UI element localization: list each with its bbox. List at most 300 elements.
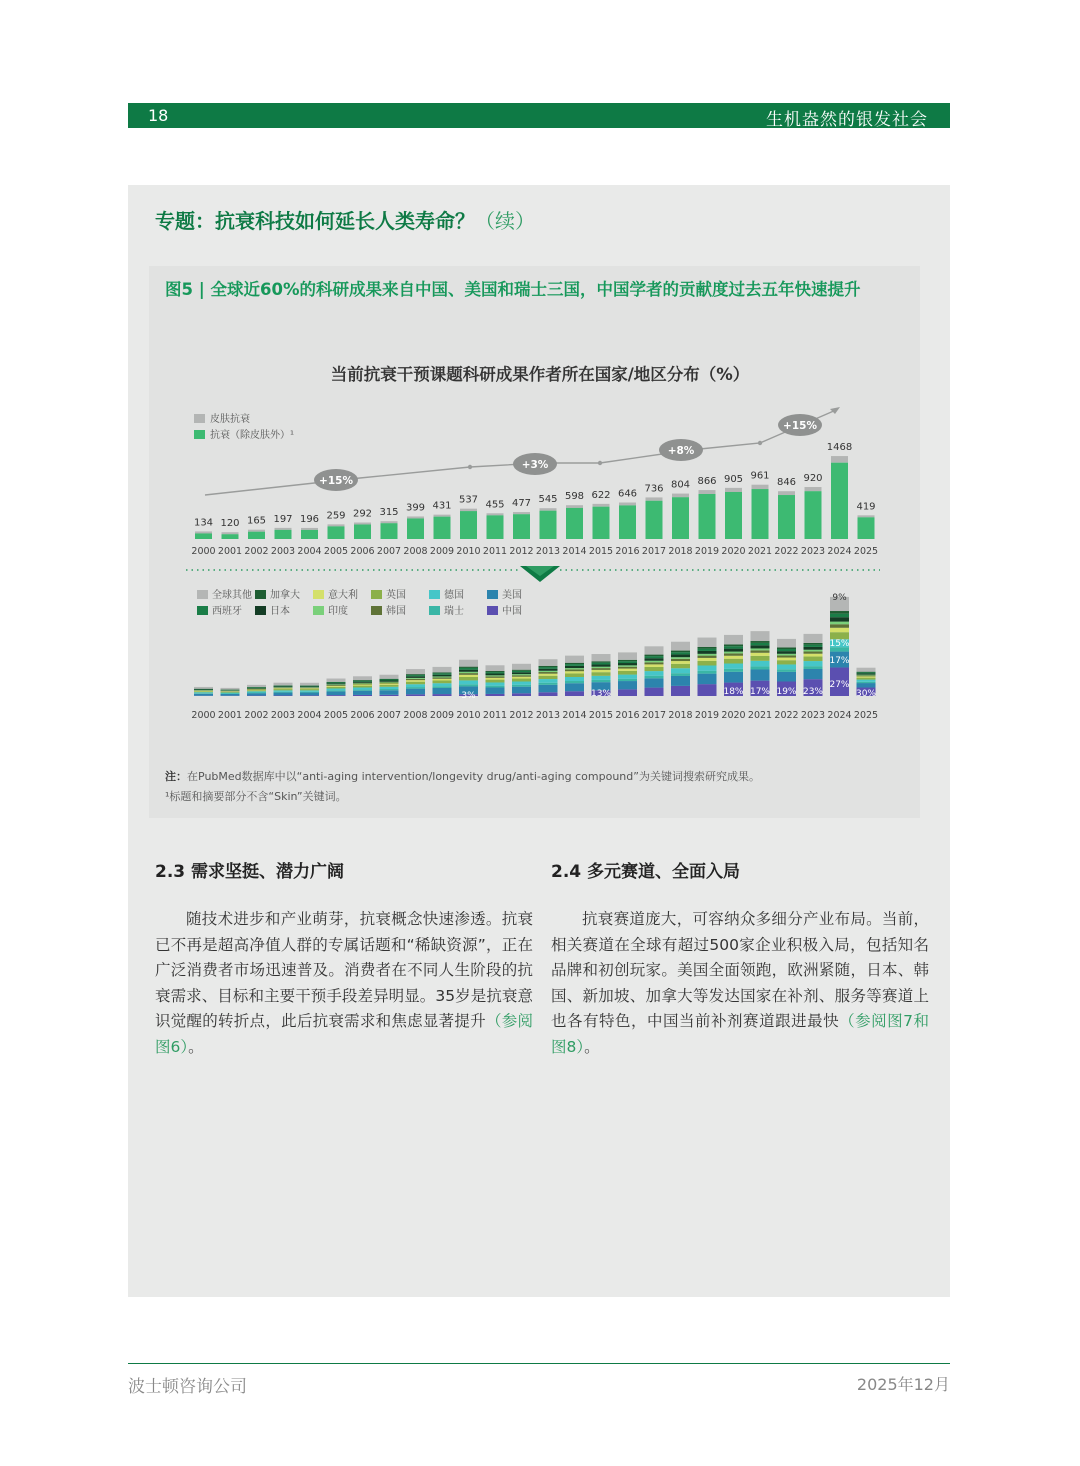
stack-segment <box>433 676 452 677</box>
stack-segment <box>353 684 372 685</box>
stack-segment <box>857 678 876 680</box>
stack-segment <box>486 672 505 673</box>
stack-segment <box>380 689 399 690</box>
x-tick-label: 2001 <box>217 546 243 557</box>
bar-value-label: 134 <box>193 517 214 529</box>
bar-skin-segment <box>619 503 636 506</box>
x-tick-label: 2010 <box>456 710 481 721</box>
stack-segment <box>565 664 584 666</box>
stack-segment <box>353 687 372 689</box>
stack-segment <box>486 665 505 671</box>
stack-segment <box>274 683 293 686</box>
share-annotation: 19% <box>776 687 797 697</box>
stack-segment <box>433 677 452 678</box>
section-ref-link[interactable]: （参阅图7和图8） <box>551 1012 929 1056</box>
stack-segment <box>777 655 796 657</box>
stack-segment <box>539 667 558 669</box>
legend-swatch <box>429 590 440 599</box>
stack-segment <box>618 652 637 659</box>
stack-segment <box>274 686 293 687</box>
section-text: 随技术进步和产业萌芽，抗衰概念快速渗透。抗衰已不再是超高净值人群的专属话题和“稀缺资源”，正在广泛消费者市场迅速普及。消费者在不同人生阶段的抗衰需求、目标和主要干预手段差异明显。35岁是抗衰意识觉醒的转折点，此后抗衰需求和焦虑显著提升 <box>155 910 533 1031</box>
stack-segment <box>539 671 558 672</box>
bar-skin-segment <box>593 504 610 507</box>
stack-segment <box>406 694 425 696</box>
stack-segment <box>433 694 452 696</box>
special-title-text: 专题：抗衰科技如何延长人类寿命？ <box>155 209 475 233</box>
stack-segment <box>804 669 823 679</box>
footer-divider <box>128 1363 950 1364</box>
stack-segment <box>698 658 717 661</box>
stack-segment <box>671 652 690 654</box>
x-tick-label: 2005 <box>323 546 349 557</box>
bar-skin-segment <box>672 494 689 498</box>
stack-segment <box>698 649 717 651</box>
stack-segment <box>459 667 478 668</box>
stack-segment <box>194 687 213 689</box>
bar-value-label: 646 <box>617 488 638 500</box>
stack-segment <box>565 656 584 663</box>
stack-segment <box>486 680 505 683</box>
figure-title: 图5 | 全球近60%的科研成果来自中国、美国和瑞士三国，中国学者的贡献度过去五年快速提升 <box>165 280 861 299</box>
x-tick-label: 2017 <box>641 546 667 557</box>
stack-segment <box>194 694 213 696</box>
stack-segment <box>327 685 346 686</box>
stack-segment <box>830 614 849 618</box>
x-tick-label: 2019 <box>694 546 720 557</box>
bar-skin-segment <box>434 515 451 517</box>
x-tick-label: 2008 <box>403 546 428 557</box>
bar-antiaging-segment <box>460 511 477 539</box>
stack-segment <box>777 672 796 682</box>
stack-segment <box>751 643 770 645</box>
stack-segment <box>539 672 558 674</box>
x-tick-label: 2002 <box>244 546 269 557</box>
bar-value-label: 477 <box>511 498 532 510</box>
stack-segment <box>857 675 876 676</box>
legend-label: 英国 <box>386 590 406 601</box>
stack-segment <box>247 689 266 690</box>
stack-segment <box>804 634 823 643</box>
x-tick-label: 2021 <box>747 546 773 557</box>
bar-value-label: 598 <box>564 491 585 503</box>
stack-segment <box>274 693 293 696</box>
stack-segment <box>459 668 478 670</box>
stack-segment <box>539 674 558 676</box>
stack-segment <box>353 681 372 682</box>
bar-antiaging-segment <box>195 533 212 539</box>
stack-segment <box>645 646 664 654</box>
stack-segment <box>274 689 293 690</box>
stack-segment <box>857 672 876 673</box>
trend-arrow <box>830 407 840 414</box>
legend-swatch <box>487 590 498 599</box>
stack-segment <box>724 649 743 652</box>
trend-dot <box>758 441 762 445</box>
stack-segment <box>618 681 637 689</box>
bar-antiaging-segment <box>566 508 583 539</box>
x-tick-label: 2008 <box>403 710 428 721</box>
bar-value-label: 120 <box>220 518 240 530</box>
bar-skin-segment <box>248 530 265 532</box>
x-tick-label: 2006 <box>350 546 375 557</box>
stack-segment <box>221 692 240 693</box>
stack-segment <box>247 688 266 689</box>
stack-segment <box>698 651 717 654</box>
x-tick-label: 2013 <box>535 546 561 557</box>
x-tick-label: 2013 <box>535 710 561 721</box>
stack-segment <box>698 674 717 684</box>
legend-swatch <box>197 590 208 599</box>
stack-segment <box>512 670 531 671</box>
stack-segment <box>247 691 266 692</box>
x-tick-label: 2020 <box>721 546 746 557</box>
x-tick-label: 2006 <box>350 710 375 721</box>
stack-segment <box>618 661 637 663</box>
legend-label: 日本 <box>270 606 290 617</box>
stack-segment <box>724 635 743 645</box>
stack-segment <box>698 654 717 656</box>
stack-segment <box>433 667 452 672</box>
bar-value-label: 455 <box>485 499 505 511</box>
legend-swatch <box>255 590 266 599</box>
stack-segment <box>433 673 452 674</box>
legend-label: 中国 <box>502 606 522 617</box>
stack-segment <box>724 664 743 669</box>
stack-segment <box>751 666 770 669</box>
stack-segment <box>698 684 717 696</box>
stack-segment <box>645 658 664 661</box>
stack-segment <box>512 687 531 694</box>
stack-segment <box>300 686 319 687</box>
stack-segment <box>777 658 796 661</box>
x-tick-label: 2004 <box>297 710 322 721</box>
stack-segment <box>300 692 319 693</box>
stack-segment <box>565 663 584 664</box>
stack-segment <box>592 668 611 670</box>
bar-antiaging-segment <box>858 517 875 539</box>
stack-segment <box>751 631 770 641</box>
stack-segment <box>565 683 584 691</box>
bar-skin-segment <box>752 485 769 489</box>
bar-antiaging-segment <box>593 507 610 539</box>
stack-segment <box>194 691 213 692</box>
stack-segment <box>353 676 372 680</box>
stack-segment <box>724 646 743 648</box>
stack-segment <box>459 677 478 680</box>
share-annotation: 17% <box>829 656 850 666</box>
stack-segment <box>671 664 690 668</box>
stack-segment <box>565 669 584 671</box>
stack-segment <box>247 690 266 691</box>
stack-segment <box>777 651 796 654</box>
bar-value-label: 1468 <box>826 442 853 454</box>
stack-segment <box>751 648 770 650</box>
stack-segment <box>751 669 770 680</box>
x-tick-label: 2022 <box>774 710 799 721</box>
stack-segment <box>830 622 849 625</box>
stack-segment <box>380 685 399 687</box>
stack-segment <box>618 671 637 675</box>
x-tick-label: 2007 <box>376 546 402 557</box>
stack-segment <box>459 684 478 686</box>
footnote: ¹标题和摘要部分不含“Skin”关键词。 <box>165 790 347 803</box>
stack-segment <box>406 678 425 679</box>
stack-segment <box>433 672 452 673</box>
bar-antiaging-segment <box>354 525 371 539</box>
bar-value-label: 197 <box>273 513 293 525</box>
stack-segment <box>830 617 849 621</box>
section-ref-link[interactable]: （参阅图6） <box>155 1012 533 1056</box>
legend-swatch <box>194 414 205 423</box>
stack-segment <box>671 668 690 673</box>
stack-segment <box>486 671 505 672</box>
stack-segment <box>353 680 372 681</box>
header-title: 生机盎然的银发社会 <box>766 110 928 130</box>
stack-segment <box>353 684 372 685</box>
stack-segment <box>618 663 637 665</box>
stack-segment <box>380 679 399 680</box>
stack-segment <box>565 668 584 669</box>
stack-segment <box>539 676 558 679</box>
section-title-2-4: 2.4 多元赛道、全面入局 <box>551 862 741 882</box>
stack-segment <box>857 668 876 672</box>
stack-segment <box>512 681 531 684</box>
legend-label: 加拿大 <box>270 590 300 601</box>
stack-segment <box>380 687 399 689</box>
stack-segment <box>512 693 531 696</box>
stack-segment <box>247 692 266 693</box>
stack-segment <box>565 691 584 696</box>
stack-segment <box>618 675 637 679</box>
note-text: 在PubMed数据库中以“anti-aging intervention/longevity drug/anti-aging compound”为关键词搜索研究成果。 <box>187 770 760 783</box>
stack-segment <box>406 674 425 675</box>
bar-antiaging-segment <box>381 523 398 539</box>
stack-segment <box>804 645 823 647</box>
x-tick-label: 2018 <box>668 710 693 721</box>
stack-segment <box>486 674 505 676</box>
legend-swatch <box>194 430 205 439</box>
stack-segment <box>698 638 717 647</box>
legend-swatch <box>429 606 440 615</box>
bar-skin-segment <box>831 456 848 463</box>
stack-segment <box>512 672 531 674</box>
share-annotation: 13% <box>590 689 612 699</box>
x-tick-label: 2011 <box>482 546 508 557</box>
x-tick-label: 2020 <box>721 710 746 721</box>
stack-segment <box>512 685 531 687</box>
stack-segment <box>300 686 319 687</box>
stack-segment <box>698 647 717 649</box>
stack-segment <box>724 672 743 683</box>
bar-skin-segment <box>222 532 239 534</box>
stack-segment <box>804 650 823 652</box>
bar-antiaging-segment <box>672 497 689 539</box>
bar-skin-segment <box>460 509 477 511</box>
stack-segment <box>194 689 213 690</box>
stack-segment <box>300 690 319 691</box>
legend-swatch <box>313 590 324 599</box>
bar-skin-segment <box>407 516 424 518</box>
bar-antiaging-segment <box>328 526 345 539</box>
bar-antiaging-segment <box>407 518 424 539</box>
stack-segment <box>221 693 240 694</box>
note-label: 注： <box>165 770 187 783</box>
x-tick-label: 2015 <box>588 546 614 557</box>
stack-segment <box>830 628 849 632</box>
stack-segment <box>433 679 452 681</box>
bar-value-label: 292 <box>352 508 373 520</box>
x-tick-label: 2014 <box>562 710 587 721</box>
stack-segment <box>380 684 399 685</box>
stack-segment <box>539 679 558 683</box>
stack-segment <box>618 665 637 666</box>
bar-antiaging-segment <box>752 489 769 539</box>
stack-segment <box>857 673 876 674</box>
stack-segment <box>459 672 478 673</box>
stack-segment <box>274 690 293 691</box>
x-tick-label: 2009 <box>429 546 455 557</box>
stack-segment <box>406 669 425 674</box>
stack-segment <box>327 687 346 689</box>
stack-segment <box>645 671 664 676</box>
bar-skin-segment <box>301 528 318 530</box>
stack-segment <box>618 667 637 669</box>
bar-antiaging-segment <box>487 515 504 539</box>
stack-segment <box>406 676 425 678</box>
x-tick-label: 2022 <box>774 546 799 557</box>
stack-segment <box>671 654 690 657</box>
stack-segment <box>724 659 743 664</box>
stack-segment <box>618 679 637 681</box>
x-tick-label: 2005 <box>323 710 349 721</box>
x-tick-label: 2010 <box>456 546 481 557</box>
x-tick-label: 2018 <box>668 546 693 557</box>
stack-segment <box>565 666 584 668</box>
stack-segment <box>698 656 717 658</box>
bar-value-label: 431 <box>432 500 452 512</box>
stack-segment <box>433 683 452 686</box>
stack-segment <box>247 685 266 687</box>
bar-antiaging-segment <box>301 530 318 539</box>
stack-segment <box>300 695 319 696</box>
stack-segment <box>274 695 293 696</box>
x-tick-label: 2003 <box>270 710 296 721</box>
bar-antiaging-segment <box>778 495 795 539</box>
stack-segment <box>671 661 690 664</box>
stack-segment <box>857 676 876 677</box>
bar-antiaging-segment <box>619 505 636 539</box>
stack-segment <box>327 695 346 696</box>
stack-segment <box>433 688 452 694</box>
stack-segment <box>645 656 664 658</box>
growth-label: +3% <box>521 459 549 471</box>
stack-segment <box>804 654 823 657</box>
page-number: 18 <box>148 106 169 125</box>
stack-segment <box>857 675 876 676</box>
x-tick-label: 2025 <box>853 546 879 557</box>
bar-skin-segment <box>328 524 345 526</box>
footer-company: 波士顿咨询公司 <box>128 1377 247 1397</box>
stack-segment <box>512 674 531 675</box>
bar-antiaging-segment <box>434 517 451 539</box>
bar-skin-segment <box>487 513 504 515</box>
section-title-2-3: 2.3 需求坚挺、潜力广阔 <box>155 862 345 882</box>
figure-note <box>165 767 905 807</box>
x-tick-label: 2024 <box>827 710 852 721</box>
bar-antiaging-segment <box>725 492 742 539</box>
stack-segment <box>459 673 478 675</box>
bar-value-label: 419 <box>856 501 876 513</box>
stack-segment <box>380 680 399 681</box>
stack-segment <box>592 680 611 682</box>
stack-segment <box>592 672 611 676</box>
stack-segment <box>539 659 558 666</box>
stack-segment <box>512 679 531 682</box>
stack-segment <box>274 686 293 687</box>
share-annotation: 17% <box>749 687 771 697</box>
bar-skin-segment <box>858 515 875 517</box>
stack-segment <box>777 639 796 648</box>
stack-segment <box>459 670 478 672</box>
stack-segment <box>592 676 611 680</box>
stack-segment <box>380 679 399 680</box>
growth-label: +8% <box>667 445 695 457</box>
bar-value-label: 846 <box>776 477 797 489</box>
stack-segment <box>406 675 425 676</box>
stack-segment <box>830 624 849 628</box>
stack-segment <box>645 662 664 664</box>
legend-swatch <box>255 606 266 615</box>
stack-segment <box>486 675 505 676</box>
stack-segment <box>671 642 690 651</box>
stack-segment <box>645 664 664 667</box>
stack-segment <box>724 652 743 654</box>
stack-segment <box>671 676 690 686</box>
stack-segment <box>327 679 346 682</box>
bar-value-label: 545 <box>538 494 558 506</box>
x-tick-label: 2019 <box>694 710 720 721</box>
share-annotation: 9% <box>832 593 847 603</box>
stack-segment <box>804 657 823 662</box>
bar-antiaging-segment <box>699 494 716 539</box>
stack-segment <box>539 683 558 685</box>
x-tick-label: 2009 <box>429 710 455 721</box>
stack-segment <box>406 682 425 685</box>
bar-value-label: 259 <box>326 510 346 522</box>
stack-segment <box>645 667 664 671</box>
bar-value-label: 961 <box>750 470 770 482</box>
stack-segment <box>539 685 558 692</box>
stack-segment <box>406 689 425 695</box>
stack-segment <box>459 675 478 677</box>
legend-label: 西班牙 <box>212 606 242 617</box>
stack-segment <box>327 686 346 687</box>
stack-segment <box>512 664 531 670</box>
stack-segment <box>592 661 611 662</box>
stack-segment <box>724 653 743 655</box>
stack-segment <box>327 682 346 683</box>
stack-segment <box>300 688 319 689</box>
stack-segment <box>671 686 690 696</box>
stack-segment <box>830 611 849 614</box>
stack-segment <box>592 664 611 666</box>
legend-swatch <box>197 606 208 615</box>
bar-value-label: 196 <box>299 513 320 525</box>
chart-title: 当前抗衰干预课题科研成果作者所在国家/地区分布（%） <box>330 365 750 384</box>
stack-segment <box>724 656 743 659</box>
stack-segment <box>804 651 823 653</box>
growth-label: +15% <box>783 420 817 432</box>
